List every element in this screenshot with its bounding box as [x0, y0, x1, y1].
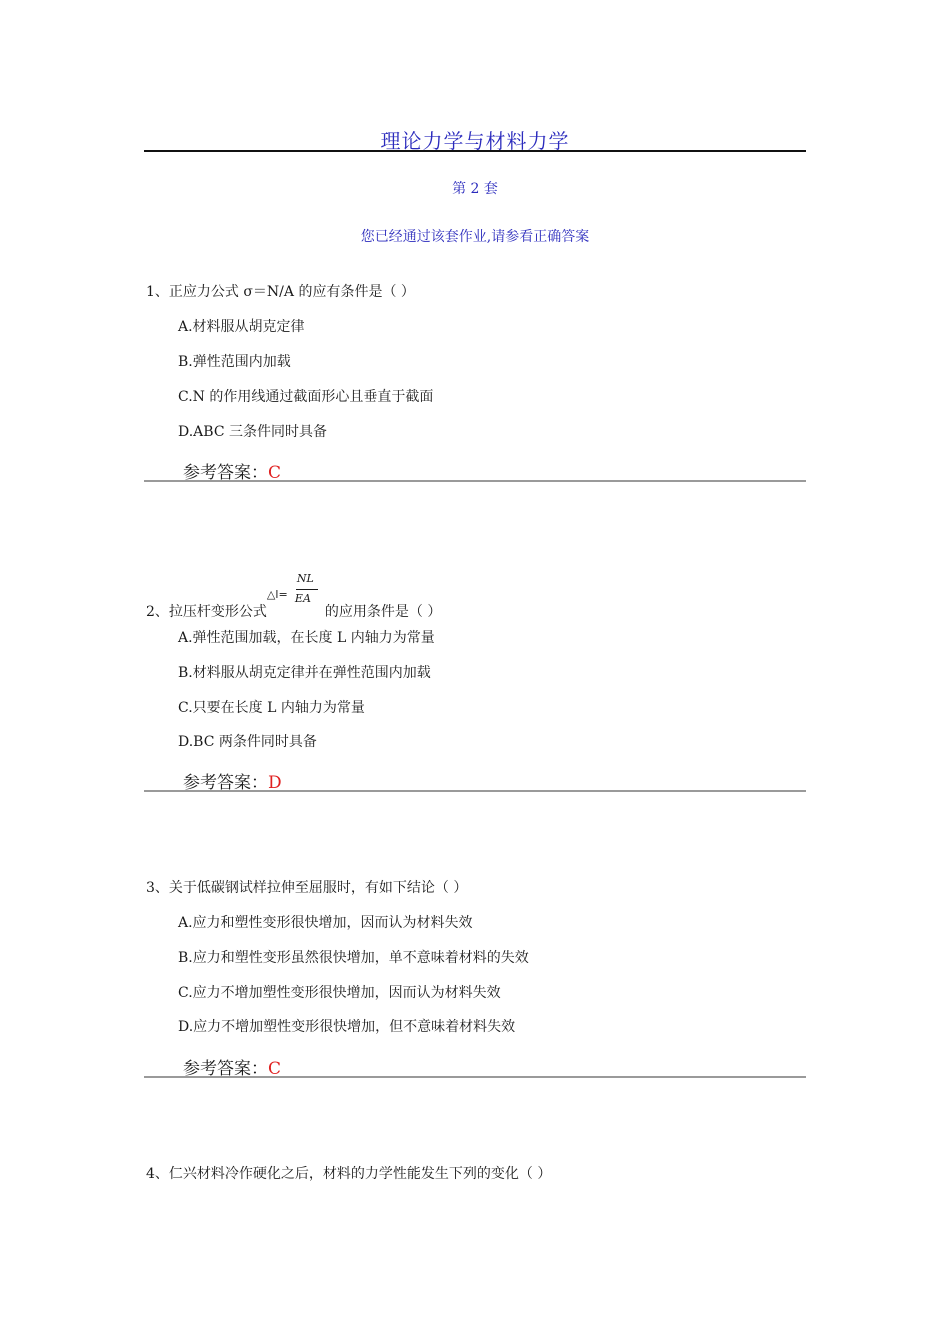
question-2-text: [146, 572, 442, 622]
answer-label: 参考答案：: [183, 463, 268, 483]
fraction-bar: [296, 589, 318, 590]
answer-label: 参考答案：: [183, 1059, 268, 1079]
question-3-option-c: C.应力不增加塑性变形很快增加，因而认为材料失效: [178, 985, 501, 1001]
title-divider: [144, 150, 806, 152]
question-1-option-c: C.N 的作用线通过截面形心且垂直于截面: [178, 389, 434, 405]
question-2-option-b: B.材料服从胡克定律并在弹性范围内加载: [178, 665, 431, 681]
question-1-option-a: A.材料服从胡克定律: [178, 319, 305, 335]
answer-value: C: [268, 1059, 282, 1079]
answer-value: C: [268, 463, 282, 483]
question-3-option-a: A.应力和塑性变形很快增加，因而认为材料失效: [178, 915, 473, 931]
answer-value: D: [268, 773, 282, 793]
question-2-option-c: C.只要在长度 L 内轴力为常量: [178, 700, 365, 716]
set-number: 第 2 套: [452, 181, 498, 197]
answer-label: 参考答案：: [183, 773, 268, 793]
question-2-text-before: 2、拉压杆变形公式: [146, 604, 267, 620]
question-1-option-b: B.弹性范围内加载: [178, 354, 291, 370]
question-2-text-after: 的应用条件是（ ）: [324, 604, 442, 620]
question-1-text: 1、正应力公式 σ＝N/A 的应有条件是（ ）: [146, 284, 415, 300]
deformation-formula: [266, 572, 325, 622]
question-divider: [144, 1076, 806, 1078]
pass-note: 您已经通过该套作业,请参看正确答案: [360, 229, 590, 245]
question-2-option-d: D.BC 两条件同时具备: [178, 734, 317, 750]
page-title: 理论力学与材料力学: [380, 129, 570, 153]
question-2-option-a: A.弹性范围加载，在长度 L 内轴力为常量: [178, 630, 435, 646]
question-divider: [144, 480, 806, 482]
question-3-option-d: D.应力不增加塑性变形很快增加，但不意味着材料失效: [178, 1019, 516, 1035]
formula-denominator: EA: [294, 592, 311, 605]
question-divider: [144, 790, 806, 792]
formula-lhs: △l=: [266, 588, 288, 601]
question-3-option-b: B.应力和塑性变形虽然很快增加，单不意味着材料的失效: [178, 950, 529, 966]
question-1-option-d: D.ABC 三条件同时具备: [178, 424, 327, 440]
question-3-text: 3、关于低碳钢试样拉伸至屈服时，有如下结论（ ）: [146, 880, 468, 896]
question-4-text: 4、仁兴材料冷作硬化之后，材料的力学性能发生下列的变化（ ）: [146, 1166, 552, 1182]
formula-numerator: NL: [296, 572, 314, 585]
